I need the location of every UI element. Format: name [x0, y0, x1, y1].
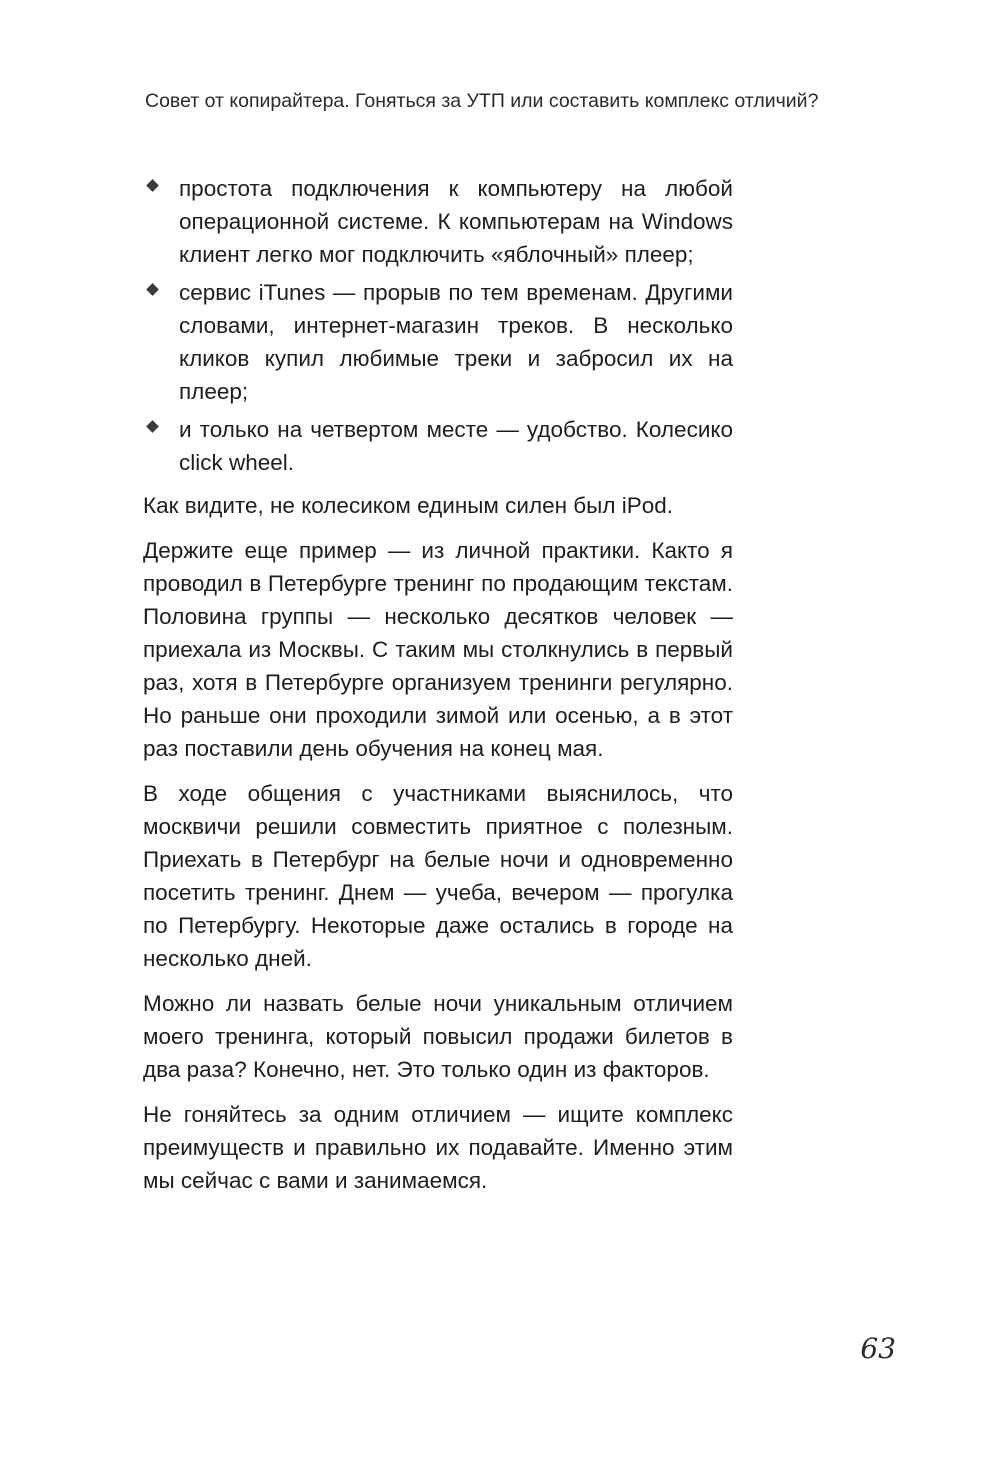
paragraph: Можно ли назвать белые ночи уникальным отличием моего тренинга, который повысил продажи билетов в два раза? Конечно, нет. Это только один из факторов. — [143, 991, 733, 1082]
bullet-text: и только на четвертом месте — удобство. Колесико click wheel. — [179, 417, 733, 475]
bullet-text: сервис iTunes — прорыв по тем временам. Другими словами, интернет-магазин треков. В несколько кликов купил любимые треки и забросил их на плеер; — [179, 280, 733, 404]
bullet-text: простота подключения к компьютеру на любой операционной системе. К компьютерам на Windows клиент легко мог подключить «яблочный» плеер; — [179, 176, 733, 267]
paragraph: Не гоняйтесь за одним отличием — ищите комплекс преимуществ и правильно их подавайте. Именно этим мы сейчас с вами и занимаемся. — [143, 1102, 733, 1193]
paragraph: Как видите, не колесиком единым силен был iPod. — [143, 493, 673, 518]
bullet-item — [143, 172, 733, 271]
diamond-bullet-icon — [146, 179, 159, 192]
page-number: 63 — [860, 1332, 896, 1365]
diamond-bullet-icon — [146, 420, 159, 433]
bullet-list — [143, 172, 733, 479]
paragraph: Держите еще пример — из личной практики. Както я проводил в Петербурге тренинг по продающим текстам. Половина группы — несколько десятков человек — приехала из Москвы. С таким мы столкнулись в первый раз, хотя в Петербурге организуем тренинги регулярно. Но раньше они проходили зимой или осенью, а в этот раз поставили день обучения на конец мая. — [143, 538, 733, 761]
paragraph: В ходе общения с участниками выяснилось, что москвичи решили совместить приятное с полезным. Приехать в Петербург на белые ночи и одновременно посетить тренинг. Днем — учеба, вечером — прогулка по Петербургу. Некоторые даже остались в городе на несколько дней. — [143, 781, 733, 971]
bullet-item — [143, 276, 733, 408]
bullet-item — [143, 413, 733, 479]
running-head: Совет от копирайтера. Гоняться за УТП или составить комплекс отличий? — [145, 90, 819, 112]
page-body — [143, 172, 733, 1209]
diamond-bullet-icon — [146, 283, 159, 296]
